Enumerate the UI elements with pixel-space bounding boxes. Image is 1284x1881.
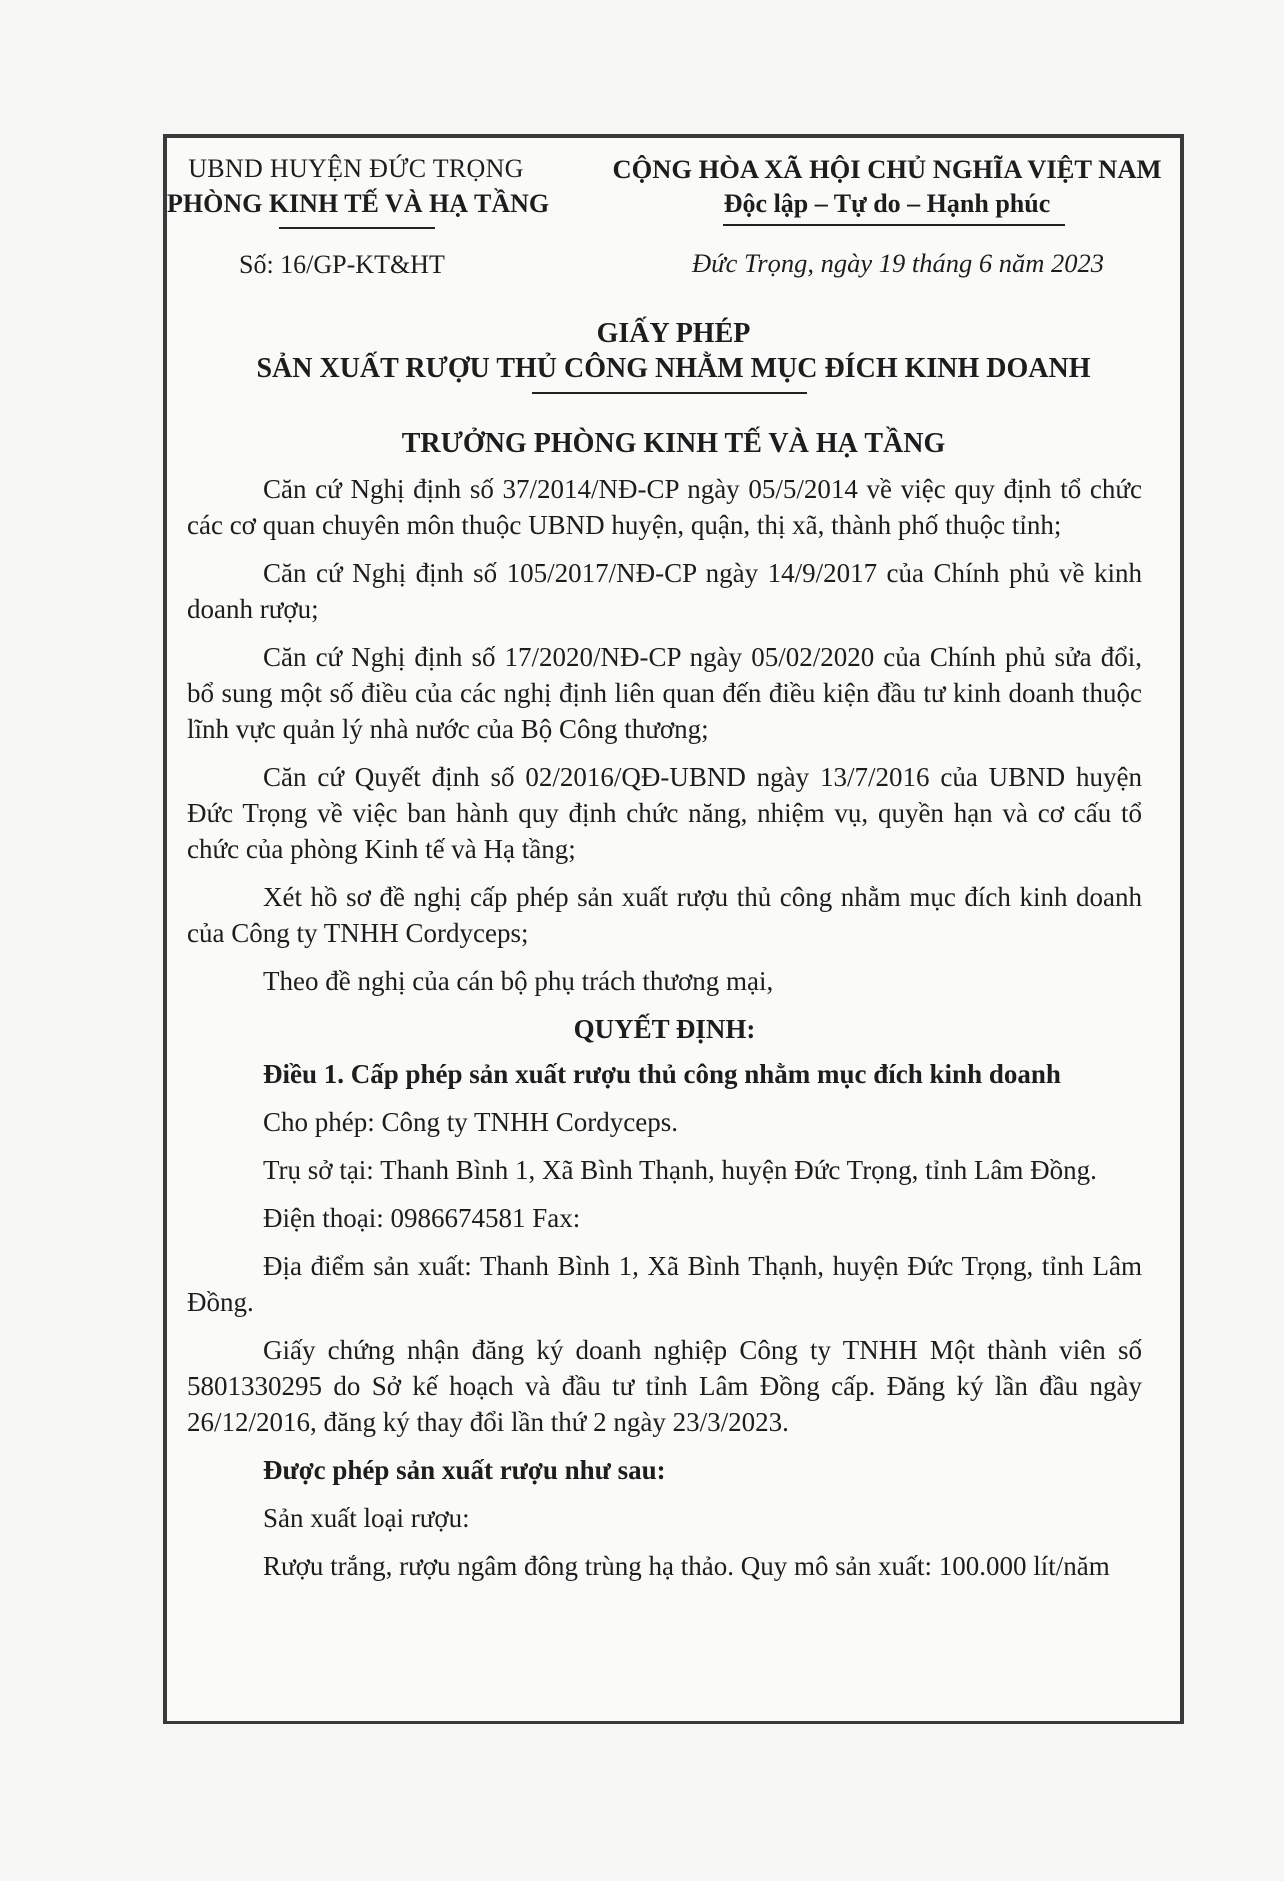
- title-rule: [532, 392, 807, 394]
- national-title: CỘNG HÒA XÃ HỘI CHỦ NGHĨA VIỆT NAM: [612, 154, 1162, 184]
- document-title: GIẤY PHÉP: [596, 318, 751, 349]
- decision-heading: QUYẾT ĐỊNH:: [573, 1014, 756, 1044]
- permitted-company: Cho phép: Công ty TNHH Cordyceps.: [263, 1107, 678, 1137]
- production-location: Địa điểm sản xuất: Thanh Bình 1, Xã Bình Thạnh, huyện Đức Trọng, tỉnh Lâm Đồng.: [187, 1251, 1142, 1317]
- issuing-authority: UBND HUYỆN ĐỨC TRỌNG: [188, 154, 524, 183]
- review-basis: Xét hồ sơ đề nghị cấp phép sản xuất rượu thủ công nhằm mục đích kinh doanh của Công ty TNHH Cordyceps;: [187, 882, 1142, 948]
- document-frame: [163, 134, 1184, 1724]
- business-certificate: Giấy chứng nhận đăng ký doanh nghiệp Công ty TNHH Một thành viên số 5801330295 do Sở kế hoạch và đầu tư tỉnh Lâm Đồng cấp. Đăng ký lần đầu ngày 26/12/2016, đăng ký thay đổi lần thứ 2 ngày 23/3/2023.: [187, 1335, 1142, 1437]
- signing-authority-title: TRƯỞNG PHÒNG KINH TẾ VÀ HẠ TẦNG: [401, 428, 946, 459]
- legal-basis-2: Căn cứ Nghị định số 105/2017/NĐ-CP ngày 14/9/2017 của Chính phủ về kinh doanh rượu;: [187, 558, 1142, 624]
- article-1-heading: Điều 1. Cấp phép sản xuất rượu thủ công nhằm mục đích kinh doanh: [263, 1059, 1061, 1089]
- permitted-heading: Được phép sản xuất rượu như sau:: [263, 1455, 666, 1485]
- issuing-department: PHÒNG KINH TẾ VÀ HẠ TẦNG: [167, 189, 550, 218]
- header-right-rule: [723, 224, 1065, 226]
- legal-basis-3: Căn cứ Nghị định số 17/2020/NĐ-CP ngày 05/02/2020 của Chính phủ sửa đổi, bổ sung một số điều của các nghị định liên quan đến điều kiện đầu tư kinh doanh thuộc lĩnh vực quản lý nhà nước của Bộ Công thương;: [187, 642, 1142, 744]
- products-and-capacity: Rượu trắng, rượu ngâm đông trùng hạ thảo. Quy mô sản xuất: 100.000 lít/năm: [263, 1551, 1110, 1581]
- document-subtitle: SẢN XUẤT RƯỢU THỦ CÔNG NHẰM MỤC ĐÍCH KINH DOANH: [256, 353, 1091, 384]
- document-number: Số: 16/GP-KT&HT: [239, 250, 445, 279]
- head-office: Trụ sở tại: Thanh Bình 1, Xã Bình Thạnh, huyện Đức Trọng, tỉnh Lâm Đồng.: [263, 1155, 1097, 1185]
- legal-basis-1: Căn cứ Nghị định số 37/2014/NĐ-CP ngày 05/5/2014 về việc quy định tổ chức các cơ quan chuyên môn thuộc UBND huyện, quận, thị xã, thành phố thuộc tỉnh;: [187, 474, 1142, 540]
- document-body: [187, 471, 1142, 1596]
- phone-fax: Điện thoại: 0986674581 Fax:: [263, 1203, 581, 1233]
- document-date: Đức Trọng, ngày 19 tháng 6 năm 2023: [692, 248, 1104, 278]
- product-type-label: Sản xuất loại rượu:: [263, 1503, 470, 1533]
- header-left-rule: [279, 227, 435, 229]
- legal-basis-4: Căn cứ Quyết định số 02/2016/QĐ-UBND ngày 13/7/2016 của UBND huyện Đức Trọng về việc ban hành quy định chức năng, nhiệm vụ, quyền hạn và cơ cấu tổ chức của phòng Kinh tế và Hạ tầng;: [187, 762, 1142, 864]
- national-motto: Độc lập – Tự do – Hạnh phúc: [723, 189, 1051, 218]
- proposal-basis: Theo đề nghị của cán bộ phụ trách thương mại,: [263, 966, 774, 996]
